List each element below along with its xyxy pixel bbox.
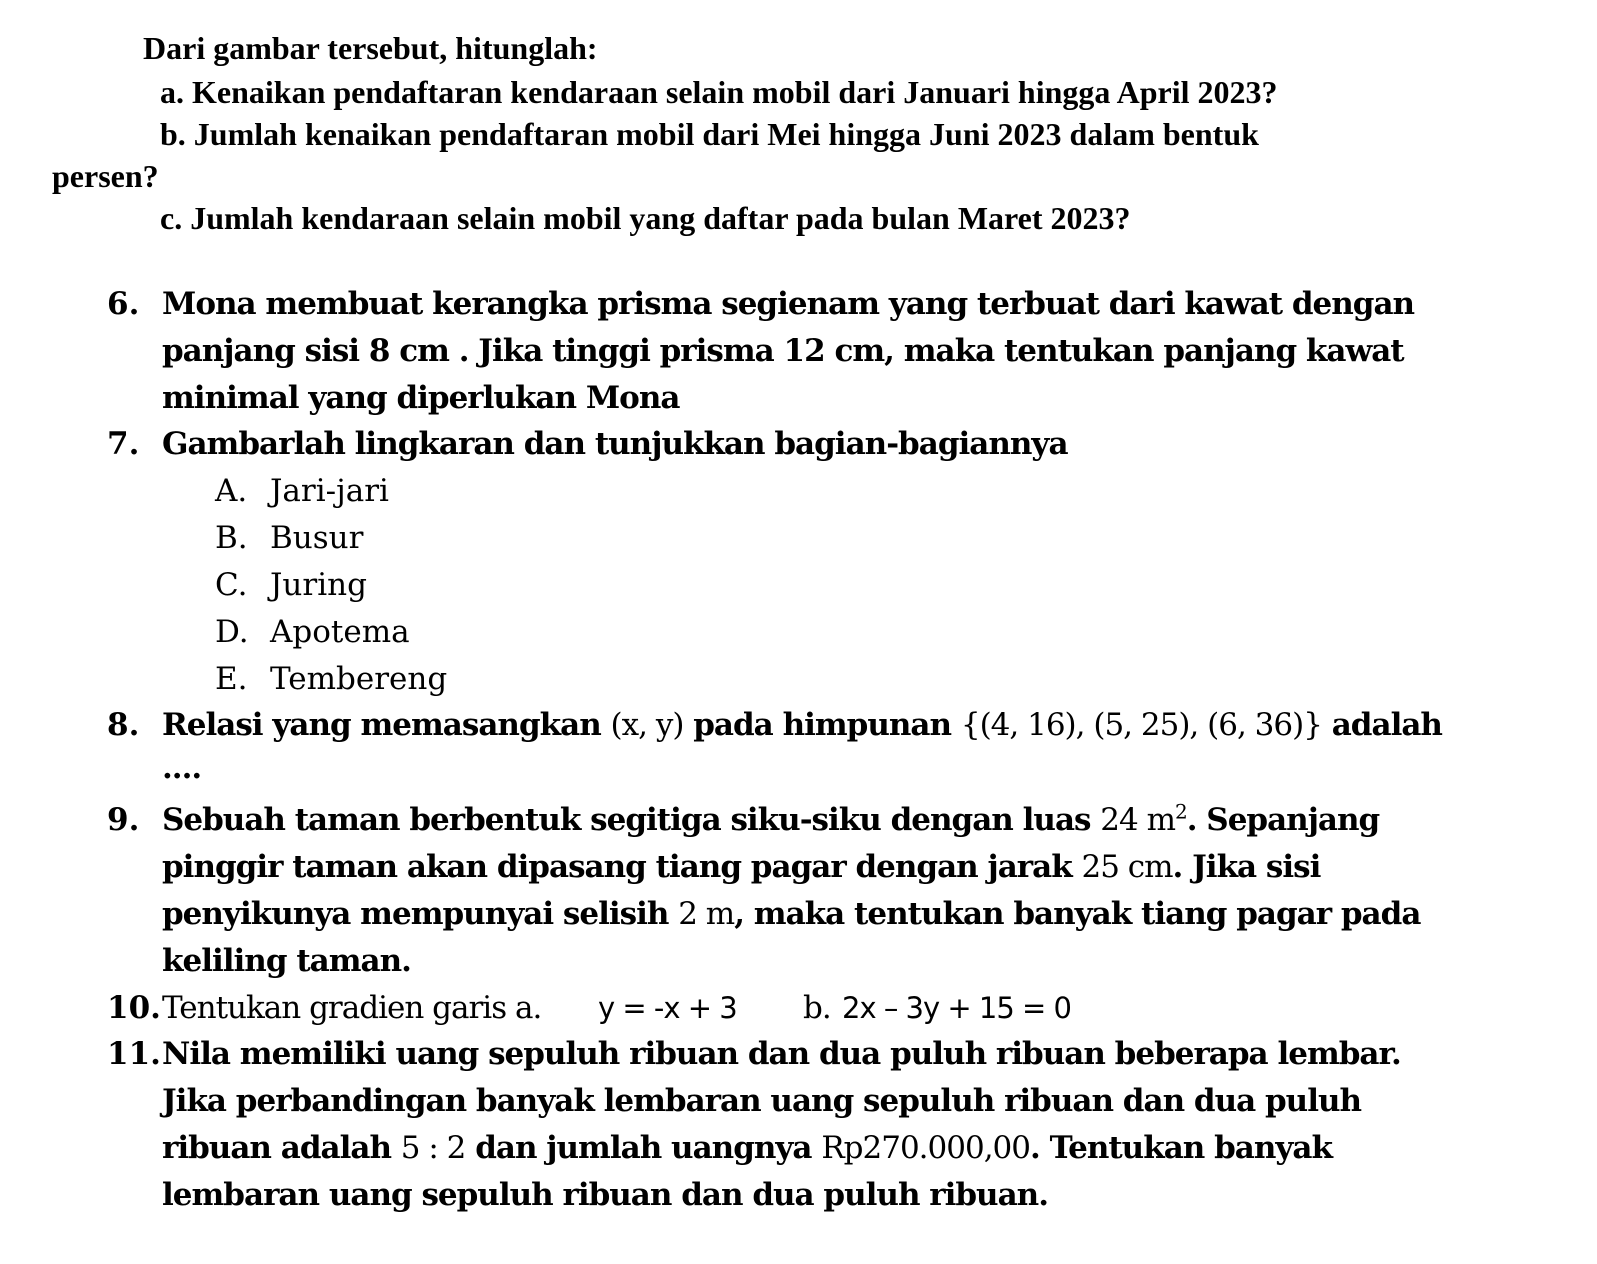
question-6-line1: Mona membuat kerangka prisma segienam yang terbuat dari kawat dengan bbox=[162, 286, 1415, 322]
question-8-set: {(4, 16), (5, 25), (6, 36)} bbox=[960, 707, 1322, 743]
intro-item-b-line2: persen? bbox=[52, 158, 159, 194]
question-9-difference: 2 m bbox=[678, 896, 735, 932]
question-8-pair: (x, y) bbox=[610, 707, 684, 743]
question-6-line3: minimal yang diperlukan Mona bbox=[162, 380, 680, 416]
option-c-letter: C. bbox=[215, 567, 248, 603]
question-9-line2-prefix: pinggir taman akan dipasang tiang pagar dengan jarak bbox=[162, 849, 1082, 885]
question-11-line1: Nila memiliki uang sepuluh ribuan dan dua puluh ribuan beberapa lembar. bbox=[162, 1036, 1401, 1072]
question-10-equation-a: y = -x + 3 bbox=[598, 991, 737, 1025]
option-e-letter: E. bbox=[215, 661, 248, 697]
question-10-equation-b: 2x – 3y + 15 = 0 bbox=[842, 991, 1071, 1025]
intro-heading: Dari gambar tersebut, hitunglah: bbox=[143, 30, 598, 66]
question-11-line2: Jika perbandingan banyak lembaran uang sepuluh ribuan dan dua puluh bbox=[162, 1083, 1362, 1119]
question-9-line1 bbox=[162, 800, 1379, 840]
question-9-line2 bbox=[162, 847, 1320, 887]
question-6-number: 6. bbox=[107, 286, 140, 322]
question-9-distance: 25 cm bbox=[1081, 849, 1173, 885]
question-11-line4: lembaran uang sepuluh ribuan dan dua puluh ribuan. bbox=[162, 1177, 1049, 1213]
question-8-text-prefix: Relasi yang memasangkan bbox=[162, 707, 611, 743]
question-9-line1-prefix: Sebuah taman berbentuk segitiga siku-siku dengan luas bbox=[162, 802, 1101, 838]
question-11-ratio: 5 : 2 bbox=[400, 1130, 466, 1166]
option-b-letter: B. bbox=[215, 520, 248, 556]
question-8-text-suffix: adalah bbox=[1321, 707, 1442, 743]
option-d-text: Apotema bbox=[270, 614, 410, 650]
question-10-number: 10. bbox=[107, 990, 161, 1026]
intro-item-c: c. Jumlah kendaraan selain mobil yang daftar pada bulan Maret 2023? bbox=[160, 200, 1131, 236]
question-8-line1 bbox=[162, 705, 1442, 745]
question-9-number: 9. bbox=[107, 802, 140, 838]
question-8-number: 8. bbox=[107, 707, 140, 743]
question-10-prefix: Tentukan gradien garis a. bbox=[162, 990, 542, 1026]
question-8-line2: .... bbox=[162, 750, 202, 786]
question-9-line3 bbox=[162, 894, 1420, 934]
question-9-area-exponent: 2 bbox=[1174, 799, 1187, 824]
question-11-amount: Rp270.000,00 bbox=[821, 1130, 1030, 1166]
question-9-line2-suffix: . Jika sisi bbox=[1172, 849, 1321, 885]
question-7-line1: Gambarlah lingkaran dan tunjukkan bagian-bagiannya bbox=[162, 426, 1068, 462]
question-10-line bbox=[162, 988, 1071, 1028]
question-11-line3-prefix: ribuan adalah bbox=[162, 1130, 401, 1166]
question-9-line3-prefix: penyikunya mempunyai selisih bbox=[162, 896, 679, 932]
question-6-line2: panjang sisi 8 cm . Jika tinggi prisma 12 cm, maka tentukan panjang kawat bbox=[162, 333, 1404, 369]
question-9-line3-suffix: , maka tentukan banyak tiang pagar pada bbox=[734, 896, 1421, 932]
question-9-line1-suffix: . Sepanjang bbox=[1186, 802, 1380, 838]
intro-item-a: a. Kenaikan pendaftaran kendaraan selain mobil dari Januari hingga April 2023? bbox=[160, 74, 1278, 110]
option-a-text: Jari-jari bbox=[270, 473, 389, 509]
question-10-label-b: b. bbox=[803, 990, 831, 1026]
question-9-line4: keliling taman. bbox=[162, 943, 411, 979]
question-11-line3-suffix: . Tentukan banyak bbox=[1030, 1130, 1332, 1166]
option-d-letter: D. bbox=[215, 614, 249, 650]
question-8-text-mid: pada himpunan bbox=[683, 707, 961, 743]
question-9-area: 24 m bbox=[1100, 802, 1175, 838]
option-e-text: Tembereng bbox=[270, 661, 448, 697]
option-c-text: Juring bbox=[270, 567, 367, 603]
option-b-text: Busur bbox=[270, 520, 364, 556]
intro-item-b-line1: b. Jumlah kenaikan pendaftaran mobil dari Mei hingga Juni 2023 dalam bentuk bbox=[160, 116, 1259, 152]
question-11-line3 bbox=[162, 1128, 1332, 1168]
option-a-letter: A. bbox=[215, 473, 248, 509]
question-7-number: 7. bbox=[107, 426, 140, 462]
question-11-number: 11. bbox=[107, 1036, 161, 1072]
question-11-line3-mid: dan jumlah uangnya bbox=[465, 1130, 822, 1166]
